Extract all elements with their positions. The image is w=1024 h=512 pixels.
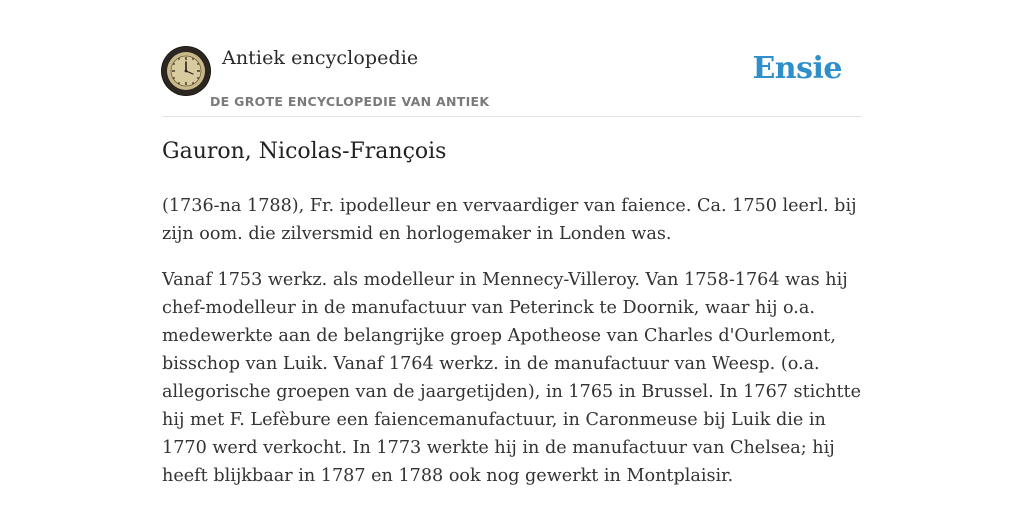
antique-clock-icon[interactable] [162,47,210,95]
article-paragraph: (1736-na 1788), Fr. ipodelleur en vervaardiger van faience. Ca. 1750 leerl. bij zijn oom. die zilversmid en horlogemaker in Londen was. [162,196,857,244]
article-paragraph: Vanaf 1753 werkz. als modelleur in Mennecy-Villeroy. Van 1758-1764 was hij chef-modelleur in de manufactuur van Peterinck te Doornik, waar hij o.a. medewerkte aan de belangrijke groep Apotheose van Charles d'Ourlemont, bisschop van Luik. Vanaf 1764 werkz. in de manufactuur van Weesp. (o.a. allegorische groepen van de jaargetijden), in 1765 in Brussel. In 1767 stichtte hij met F. Lefèbure een faiencemanufactuur, in Caronmeuse bij Luik die in 1770 werd verkocht. In 1773 werkte hij in de manufactuur van Chelsea; hij heeft blijkbaar in 1787 en 1788 ook nog gewerkt in Montplaisir. [162,270,862,486]
site-title[interactable]: Antiek encyclopedie [222,47,419,69]
site-header [162,44,862,117]
ensie-logo-link[interactable]: Ensie [752,51,842,86]
article-body [162,192,868,508]
site-subtitle: DE GROTE ENCYCLOPEDIE VAN ANTIEK [210,94,490,109]
page-title: Gauron, Nicolas-François [162,139,447,164]
